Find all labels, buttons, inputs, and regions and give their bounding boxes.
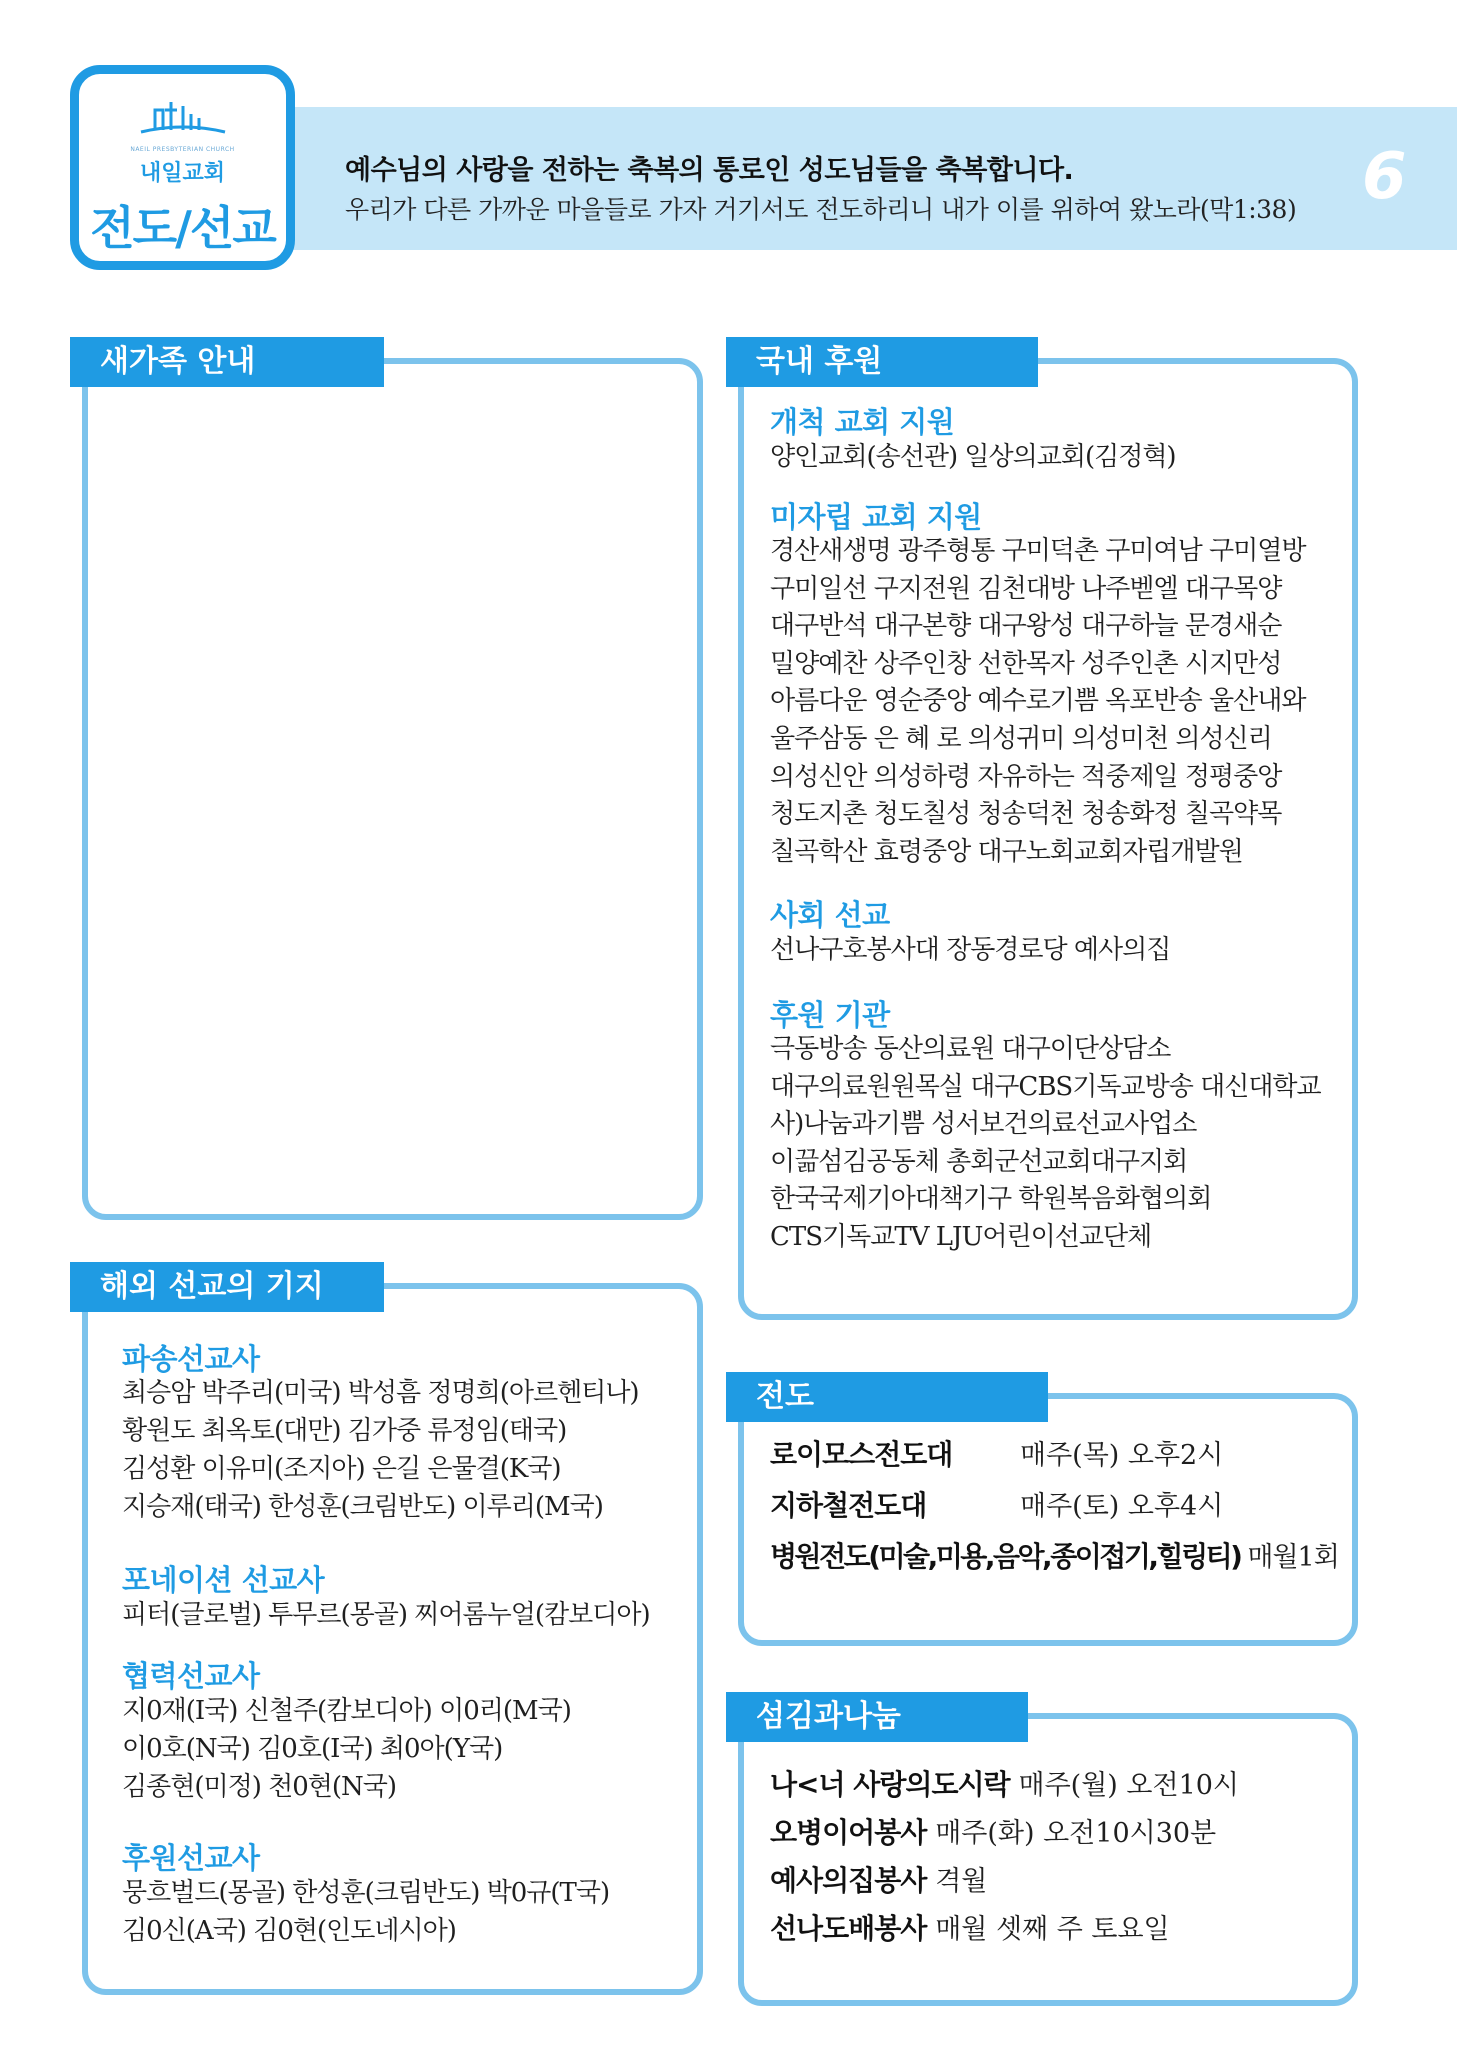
service-label: 예사의집봉사: [770, 1864, 927, 1897]
overseas-group-list: [122, 1596, 650, 1634]
evangelism-label: 로이모스전도대: [770, 1438, 953, 1471]
logo-subtitle: NAEIL PRESBYTERIAN CHURCH: [130, 146, 235, 153]
evangelism-schedule: 매월1회: [1247, 1542, 1339, 1573]
service-label: 선나도배봉사: [770, 1912, 927, 1945]
evangelism-label: 병원전도(미술,미용,음악,종이접기,힐링티): [770, 1540, 1241, 1573]
evangelism-schedule: 매주(목) 오후2시: [1020, 1440, 1224, 1471]
evangelism-row: [1020, 1433, 1223, 1472]
page-title: 전도/선교: [90, 201, 275, 255]
list-item: 피터(글로벌) 투무르(몽골) 찌어롬누얼(캄보디아): [122, 1600, 650, 1630]
overseas-group-list: [122, 1374, 639, 1526]
overseas-group-title: 파송선교사: [122, 1342, 260, 1376]
domestic-group-title: 개척 교회 지원: [770, 405, 955, 439]
list-item: 구미일선 구지전원 김천대방 나주벧엘 대구목양: [770, 573, 1282, 604]
new-family-box: [82, 358, 703, 1220]
list-item: 극동방송 동산의료원 대구이단상담소: [770, 1034, 1171, 1064]
list-item: 경산새생명 광주형통 구미덕촌 구미여남 구미열방: [770, 536, 1306, 566]
list-item: 뭉흐벌드(몽골) 한성훈(크림반도) 박0규(T국): [122, 1878, 610, 1908]
logo-badge: [70, 65, 295, 270]
list-item: 청도지촌 청도칠성 청송덕천 청송화정 칠곡약목: [770, 799, 1282, 830]
overseas-group-list: [122, 1874, 609, 1950]
list-item: 김종현(미정) 천0현(N국): [122, 1772, 397, 1802]
domestic-group-title: 후원 기관: [770, 998, 890, 1032]
list-item: 지승재(태국) 한성훈(크림반도) 이루리(M국): [122, 1492, 603, 1522]
service-schedule: 격월: [935, 1866, 988, 1897]
list-item: 김성환 이유미(조지아) 은길 은물결(K국): [122, 1454, 561, 1484]
overseas-group-title: 포네이션 선교사: [122, 1563, 325, 1597]
list-item: 양인교회(송선관) 일상의교회(김정혁): [770, 442, 1176, 472]
domestic-group-title: 미자립 교회 지원: [770, 500, 982, 534]
domestic-group-list: [770, 438, 1176, 476]
overseas-group-title: 후원선교사: [122, 1841, 260, 1875]
evangelism-row: [770, 1535, 1339, 1575]
list-item: 이0호(N국) 김0호(I국) 최0아(Y국): [122, 1734, 503, 1764]
page-number: 6: [1362, 140, 1407, 214]
evangelism-title: 전도: [726, 1372, 1048, 1422]
evangelism-row: [770, 1433, 952, 1473]
list-item: 밀양예찬 상주인창 선한목자 성주인촌 시지만성: [770, 648, 1282, 679]
evangelism-schedule: 매주(토) 오후4시: [1020, 1491, 1224, 1522]
overseas-title: 해외 선교의 기지: [70, 1262, 384, 1312]
evangelism-label: 지하철전도대: [770, 1489, 927, 1522]
list-item: 울주삼동 은 혜 로 의성귀미 의성미천 의성신리: [770, 723, 1272, 754]
service-schedule: 매주(월) 오전10시: [1018, 1770, 1240, 1801]
service-row: [770, 1859, 987, 1899]
logo-name: 내일교회: [139, 161, 225, 186]
domestic-group-title: 사회 선교: [770, 898, 890, 932]
list-item: 한국국제기아대책기구 학원복음화협의회: [770, 1184, 1212, 1215]
list-item: 아름다운 영순중앙 예수로기쁨 옥포반송 울산내와: [770, 686, 1306, 717]
service-label: 오병이어봉사: [770, 1816, 927, 1849]
evangelism-row: [770, 1484, 926, 1524]
list-item: 사)나눔과기쁨 성서보건의료선교사업소: [770, 1109, 1197, 1140]
overseas-group-list: [122, 1692, 571, 1806]
list-item: 최승암 박주리(미국) 박성흠 정명희(아르헨티나): [122, 1378, 639, 1408]
list-item: 황원도 최옥토(대만) 김가중 류정임(태국): [122, 1416, 567, 1446]
domestic-title: 국내 후원: [726, 337, 1038, 387]
new-family-title: 새가족 안내: [70, 337, 384, 387]
header-verse: 우리가 다른 가까운 마을들로 가자 거기서도 전도하리니 내가 이를 위하여 왔노라(막1:38): [345, 195, 1297, 224]
domestic-group-list: [770, 931, 1170, 969]
service-title: 섬김과나눔: [726, 1692, 1028, 1742]
church-logo-icon: [133, 96, 233, 142]
service-row: [770, 1811, 1216, 1851]
list-item: CTS기독교TV LJU어린이선교단체: [770, 1221, 1152, 1252]
list-item: 의성신안 의성하령 자유하는 적중제일 정평중앙: [770, 761, 1282, 792]
domestic-group-list: [770, 533, 1306, 871]
evangelism-row: [1020, 1484, 1223, 1523]
list-item: 김0신(A국) 김0현(인도네시아): [122, 1916, 456, 1946]
service-row: [770, 1907, 1170, 1947]
service-row: [770, 1763, 1239, 1803]
list-item: 대구반석 대구본향 대구왕성 대구하늘 문경새순: [770, 611, 1282, 642]
list-item: 지0재(I국) 신철주(캄보디아) 이0리(M국): [122, 1696, 571, 1726]
list-item: 선나구호봉사대 장동경로당 예사의집: [770, 935, 1171, 965]
list-item: 칠곡학산 효령중앙 대구노회교회자립개발원: [770, 836, 1243, 867]
header-headline: 예수님의 사랑을 전하는 축복의 통로인 성도님들을 축복합니다.: [345, 155, 1074, 186]
domestic-group-list: [770, 1031, 1321, 1257]
list-item: 대구의료원원목실 대구CBS기독교방송 대신대학교: [770, 1071, 1321, 1102]
list-item: 이끎섬김공동체 총회군선교회대구지회: [770, 1146, 1188, 1177]
service-label: 나<너 사랑의도시락: [770, 1768, 1010, 1801]
overseas-group-title: 협력선교사: [122, 1659, 260, 1693]
service-schedule: 매주(화) 오전10시30분: [935, 1818, 1217, 1849]
service-schedule: 매월 셋째 주 토요일: [935, 1914, 1170, 1945]
